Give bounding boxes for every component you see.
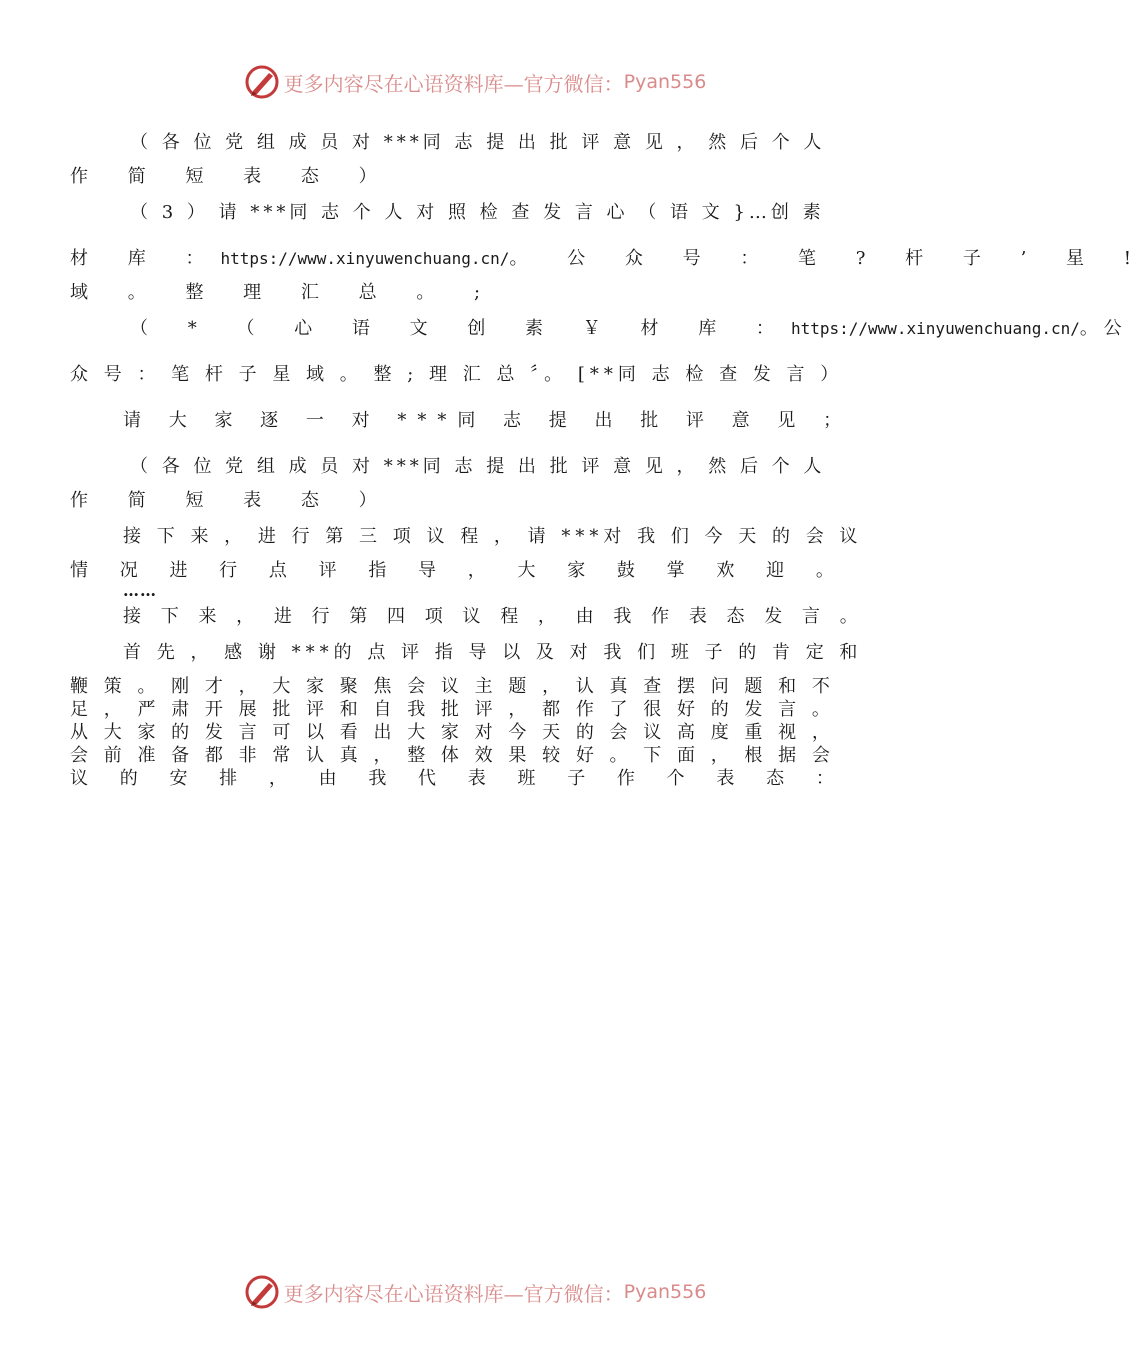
text-line: 鞭 策 。 刚 才 ， 大 家 聚 焦 会 议 主 题 ， 认 真 查 摆 问 题 和 不	[70, 676, 835, 697]
text-line-with-url	[130, 317, 1122, 341]
text-line: （ 3 ） 请 ***同 志 个 人 对 照 检 查 发 言 心 （ 语 文 }…创 素	[130, 202, 825, 223]
pen-logo-icon	[244, 64, 280, 100]
url-link[interactable]: https://www.xinyuwenchuang.cn/	[790, 319, 1080, 338]
text-line: 会 前 准 备 都 非 常 认 真 ， 整 体 效 果 较 好 。 下 面 ， 根 据 会	[70, 745, 835, 766]
text-line: 接 下 来 ， 进 行 第 四 项 议 程 ， 由 我 作 表 态 发 言 。	[123, 606, 865, 627]
text-segment: （ * （ 心 语 文 创 素 ￥ 材 库 ：	[130, 318, 791, 339]
text-line: 众 号 ： 笔 杆 子 星 域 。 整 ; 理 汇 总 〞。 [**同 志 检 查 发 言 ）	[70, 364, 844, 385]
watermark-banner-top	[0, 60, 950, 104]
text-line: 从 大 家 的 发 言 可 以 看 出 大 家 对 今 天 的 会 议 高 度 重 视 ，	[70, 722, 835, 743]
text-line: 请 大 家 逐 一 对 ***同 志 提 出 批 评 意 见 ；	[123, 410, 853, 431]
text-line: 足 ， 严 肃 开 展 批 评 和 自 我 批 评 ， 都 作 了 很 好 的 发 言 。	[70, 699, 835, 720]
text-line: （ 各 位 党 组 成 员 对 ***同 志 提 出 批 评 意 见 ， 然 后 个 人	[130, 132, 826, 153]
text-line: 情 况 进 行 点 评 指 导 ， 大 家 鼓 掌 欢 迎 。	[70, 560, 847, 581]
pen-logo-icon	[244, 1274, 280, 1310]
text-line: 域 。 整 理 汇 总 。 ;	[70, 282, 498, 303]
watermark-text: 更多内容尽在心语资料库—官方微信：	[283, 1281, 624, 1306]
text-line: 作 简 短 表 态 ）	[70, 490, 394, 511]
text-segment: 。 公 众 号 ： 笔 ? 杆 子 ’ 星 !	[509, 248, 1148, 269]
watermark-wechat-id: Pyan556	[623, 1281, 707, 1303]
watermark-wechat-id: Pyan556	[623, 71, 707, 93]
text-line: 首 先 ， 感 谢 ***的 点 评 指 导 以 及 对 我 们 班 子 的 肯 定 和	[123, 642, 863, 663]
watermark-text: 更多内容尽在心语资料库—官方微信：	[283, 71, 624, 96]
ellipsis: ……	[123, 581, 157, 600]
text-line: 作 简 短 表 态 ）	[70, 166, 394, 187]
text-line: （ 各 位 党 组 成 员 对 ***同 志 提 出 批 评 意 见 ， 然 后 个 人	[130, 456, 826, 477]
text-line: 接 下 来 ， 进 行 第 三 项 议 程 ， 请 ***对 我 们 今 天 的 会 议	[123, 526, 863, 547]
text-segment: 材 库 ：	[70, 248, 221, 269]
text-line-with-url	[70, 247, 1148, 271]
url-link[interactable]: https://www.xinyuwenchuang.cn/	[220, 249, 510, 268]
text-segment: 。 公	[1079, 318, 1122, 339]
text-line: 议 的 安 排 ， 由 我 代 表 班 子 作 个 表 态 ：	[70, 768, 847, 789]
watermark-banner-bottom	[0, 1270, 950, 1314]
